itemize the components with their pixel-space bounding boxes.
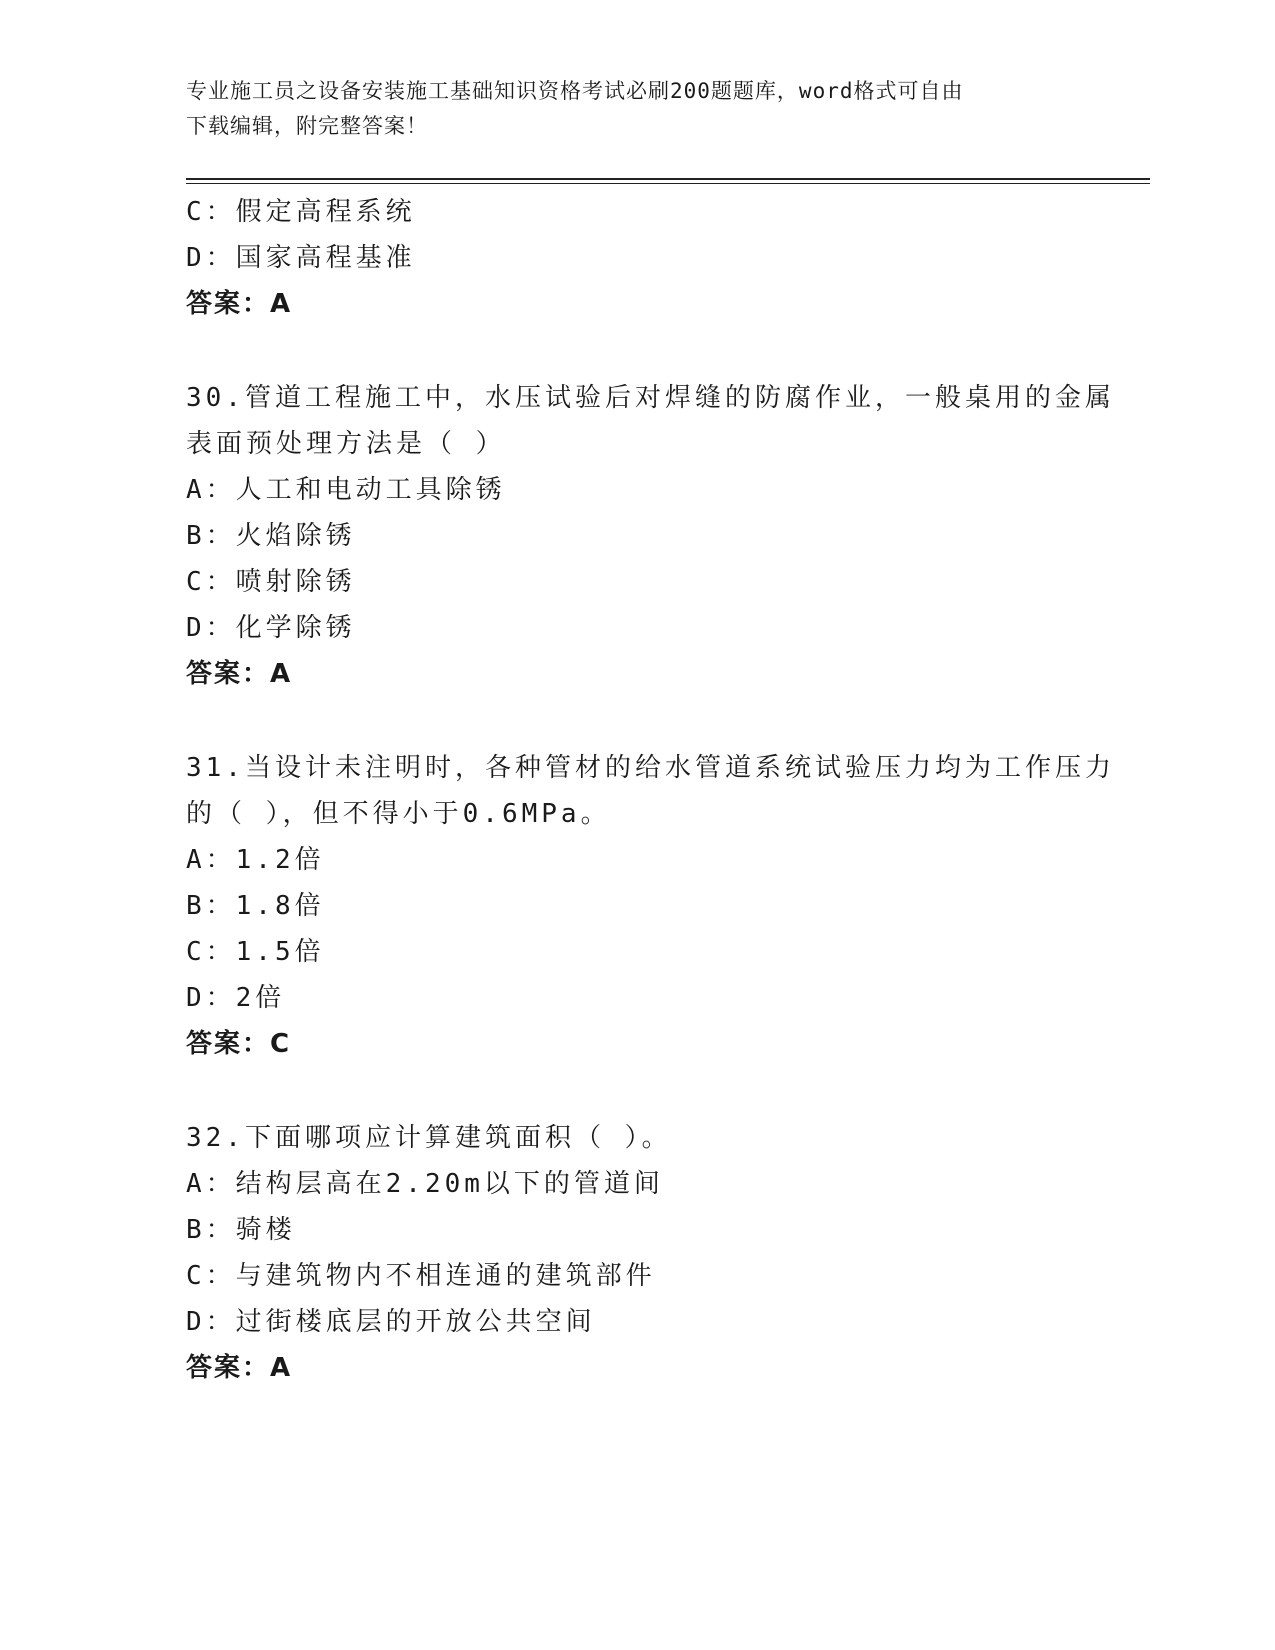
document-header: [186, 74, 1066, 144]
header-divider-thick: [186, 178, 1150, 180]
question-content: [186, 189, 1115, 1391]
answer-line: 答案：A: [186, 289, 293, 319]
option-c: C：与建筑物内不相连通的建筑部件: [186, 1261, 656, 1291]
option-b: B：骑楼: [186, 1215, 296, 1245]
question-32-block: [186, 1115, 1086, 1391]
option-c: C：假定高程系统: [186, 197, 416, 227]
answer-line: 答案：A: [186, 1353, 293, 1383]
option-d: D：化学除锈: [186, 613, 356, 643]
option-c: C：1.5倍: [186, 937, 325, 967]
option-d: D：国家高程基准: [186, 243, 416, 273]
question-text: 32.下面哪项应计算建筑面积（ ）。: [186, 1123, 672, 1153]
answer-line: 答案：C: [186, 1029, 292, 1059]
header-title-line2: 下载编辑，附完整答案！: [186, 114, 428, 138]
option-d: D：过街楼底层的开放公共空间: [186, 1307, 596, 1337]
question-text: 30.管道工程施工中，水压试验后对焊缝的防腐作业，一般桌用的金属: [186, 383, 1115, 413]
question-text-cont: 表面预处理方法是（ ）: [186, 429, 506, 459]
option-a: A：结构层高在2.20m以下的管道间: [186, 1169, 664, 1199]
question-30-block: [186, 375, 1115, 697]
option-a: A：人工和电动工具除锈: [186, 475, 506, 505]
question-text: 31.当设计未注明时，各种管材的给水管道系统试验压力均为工作压力: [186, 753, 1115, 783]
header-divider-thin: [186, 183, 1150, 184]
option-c: C：喷射除锈: [186, 567, 356, 597]
prev-question-block: [186, 189, 1086, 327]
option-a: A：1.2倍: [186, 845, 325, 875]
option-d: D：2倍: [186, 983, 286, 1013]
question-31-block: [186, 745, 1115, 1067]
question-text-cont: 的（ ），但不得小于0.6MPa。: [186, 799, 611, 829]
header-title-line1: 专业施工员之设备安装施工基础知识资格考试必刷200题题库，word格式可自由: [186, 79, 964, 103]
answer-line: 答案：A: [186, 659, 293, 689]
option-b: B：1.8倍: [186, 891, 325, 921]
option-b: B：火焰除锈: [186, 521, 356, 551]
